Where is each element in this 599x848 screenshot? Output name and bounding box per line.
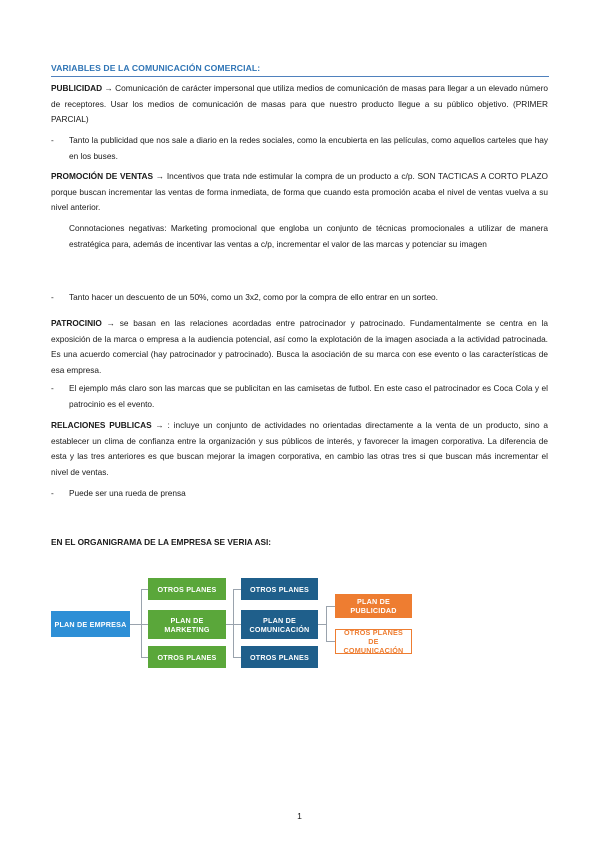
connotaciones-paragraph: Connotaciones negativas: Marketing promocional que engloba un conjunto de técnicas promocionales a utilizar de manera estratégica para, además de incentivar las ventas a c/p, incrementar el valor de las marcas y potenciar su imagen — [69, 223, 548, 249]
connector-line — [141, 589, 142, 657]
relaciones-term: RELACIONES PUBLICAS — [51, 420, 152, 430]
otros-planes-box: OTROS PLANES — [241, 578, 318, 600]
connector-line — [326, 606, 335, 607]
publicidad-term: PUBLICIDAD — [51, 83, 103, 93]
connector-line — [141, 624, 148, 625]
connector-line — [326, 641, 335, 642]
org-chart-title: EN EL ORGANIGRAMA DE LA EMPRESA SE VERIA ASI: — [51, 537, 272, 547]
patrocinio-bullet — [51, 381, 548, 412]
page-number: 1 — [297, 811, 302, 821]
bullet-dash: - — [51, 135, 54, 145]
patrocinio-term: PATROCINIO — [51, 318, 102, 328]
connector-line — [141, 657, 148, 658]
arrow-icon: → — [155, 420, 164, 430]
relaciones-bullet-text: Puede ser una rueda de prensa — [69, 488, 186, 498]
plan-publicidad-box: PLAN DE PUBLICIDAD — [335, 594, 412, 618]
connector-line — [233, 589, 234, 657]
relaciones-paragraph — [51, 418, 548, 480]
relaciones-bullet — [51, 486, 548, 502]
connector-line — [326, 606, 327, 642]
patrocinio-paragraph — [51, 316, 548, 378]
arrow-icon: → — [155, 171, 165, 181]
patrocinio-bullet-text: El ejemplo más claro son las marcas que se publicitan en las camisetas de futbol. En este caso el patrocinador es Coca Cola y el patrocinio es el evento. — [69, 383, 548, 409]
promocion-term: PROMOCIÓN DE VENTAS — [51, 171, 154, 181]
publicidad-paragraph — [51, 81, 548, 128]
otros-planes-comunicacion-box: OTROS PLANES DE COMUNICACIÓN — [335, 629, 412, 654]
plan-comunicacion-box: PLAN DE COMUNICACIÓN — [241, 610, 318, 639]
relaciones-text: : incluye un conjunto de actividades no orientadas directamente a la venta de un producto, sino a establecer un clima de confianza entre la organización y sus públicos de interés, y favorecer la imagen corporativa. La diferencia de esta y las tres anteriores es que buscan mejorar la imagen corporativa, en cambio las otras tres si que buscan más incrementar el nivel de ventas. — [51, 420, 549, 477]
promocion-bullet — [51, 290, 548, 306]
arrow-icon: → — [106, 318, 115, 328]
publicidad-text: Comunicación de carácter impersonal que utiliza medios de comunicación de masas para llegar a un elevado número de receptores. Usar los medios de comunicación de masas para que nuestro producto llegue a su público objetivo. (PRIMER PARCIAL) — [51, 83, 548, 124]
publicidad-bullet — [51, 133, 548, 164]
plan-empresa-box: PLAN DE EMPRESA — [51, 611, 130, 637]
otros-planes-box: OTROS PLANES — [241, 646, 318, 668]
section-heading: VARIABLES DE LA COMUNICACIÓN COMERCIAL: — [51, 63, 549, 77]
plan-marketing-box: PLAN DE MARKETING — [148, 610, 226, 639]
bullet-dash: - — [51, 383, 54, 393]
publicidad-bullet-text: Tanto la publicidad que nos sale a diario en la redes sociales, como la encubierta en las películas, como aquellos carteles que hay en los buses. — [69, 135, 548, 161]
arrow-icon: → — [104, 83, 113, 93]
promocion-text: Incentivos que trata nde estimular la compra de un producto a c/p. SON TACTICAS A CORTO PLAZO porque buscan incrementar las ventas de forma inmediata, de forma que cuando esta promoción acaba el nivel de ventas vuelva a su nivel anterior. — [51, 171, 549, 212]
bullet-dash: - — [51, 292, 54, 302]
otros-planes-box: OTROS PLANES — [148, 578, 226, 600]
connector-line — [233, 589, 241, 590]
connector-line — [141, 589, 148, 590]
patrocinio-text: se basan en las relaciones acordadas entre patrocinador y patrocinado. Fundamentalmente se centra en la exposición de la marca o empresa a la audiencia potencial, así como la explotación de la imagen asociada a la actividad patrocinada. Es una acuerdo comercial (hay patrocinador y patrocinado). Busca la asociación de su marca con ese evento o las características de esa empresa. — [51, 318, 548, 375]
bullet-dash: - — [51, 488, 54, 498]
otros-planes-box: OTROS PLANES — [148, 646, 226, 668]
promocion-paragraph — [51, 169, 548, 216]
promocion-bullet-text: Tanto hacer un descuento de un 50%, como un 3x2, como por la compra de ello entrar en un sorteo. — [69, 292, 438, 302]
connector-line — [233, 624, 241, 625]
connector-line — [233, 657, 241, 658]
